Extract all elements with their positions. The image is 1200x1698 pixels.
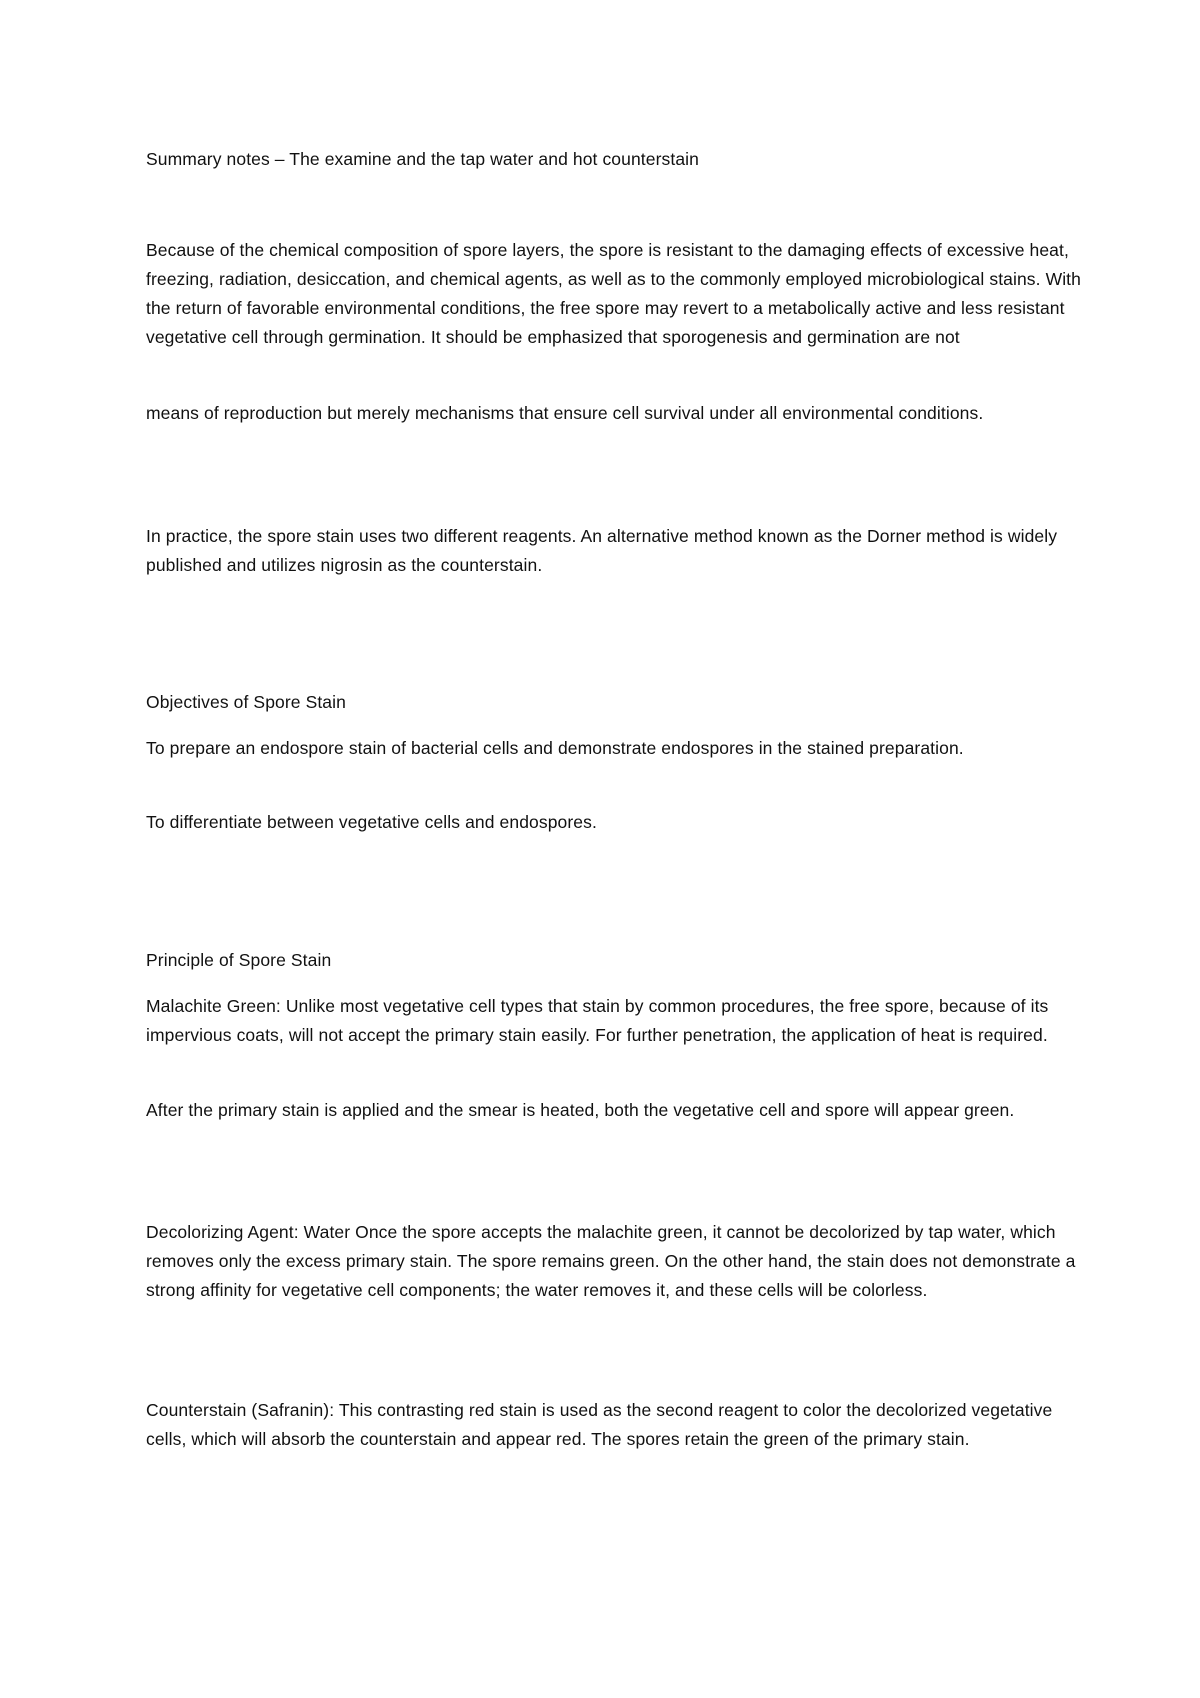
objective-item-2: To differentiate between vegetative cells and endospores. [146,812,597,832]
practice-paragraph: In practice, the spore stain uses two different reagents. An alternative method known as the Dorner method is widely published and utilizes nigrosin as the counterstain. [146,526,1058,575]
decolorizing-agent-paragraph: Decolorizing Agent: Water Once the spore accepts the malachite green, it cannot be decolorized by tap water, which removes only the excess primary stain. The spore remains green. On the other hand, the stain does not demonstrate a strong affinity for vegetative cell components; the water removes it, and these cells will be colorless. [146,1222,1076,1300]
objective-item-1: To prepare an endospore stain of bacterial cells and demonstrate endospores in the stained preparation. [146,738,964,758]
malachite-green-paragraph: Malachite Green: Unlike most vegetative cell types that stain by common procedures, the free spore, because of its impervious coats, will not accept the primary stain easily. For further penetration, the application of heat is required. [146,996,1049,1045]
principle-heading: Principle of Spore Stain [146,950,332,970]
counterstain-paragraph: Counterstain (Safranin): This contrasting red stain is used as the second reagent to color the decolorized vegetative cells, which will absorb the counterstain and appear red. The spores retain the green of the primary stain. [146,1400,1053,1449]
intro-paragraph: Because of the chemical composition of spore layers, the spore is resistant to the damaging effects of excessive heat, freezing, radiation, desiccation, and chemical agents, as well as to the commonly employed microbiological stains. With the return of favorable environmental conditions, the free spore may revert to a metabolically active and less resistant vegetative cell through germination. It should be emphasized that sporogenesis and germination are not [146,240,1081,347]
after-primary-stain-paragraph: After the primary stain is applied and the smear is heated, both the vegetative cell and spore will appear green. [146,1100,1015,1120]
document-title: Summary notes – The examine and the tap water and hot counterstain [146,149,699,169]
intro-paragraph-continued: means of reproduction but merely mechanisms that ensure cell survival under all environmental conditions. [146,403,984,423]
objectives-heading: Objectives of Spore Stain [146,692,346,712]
